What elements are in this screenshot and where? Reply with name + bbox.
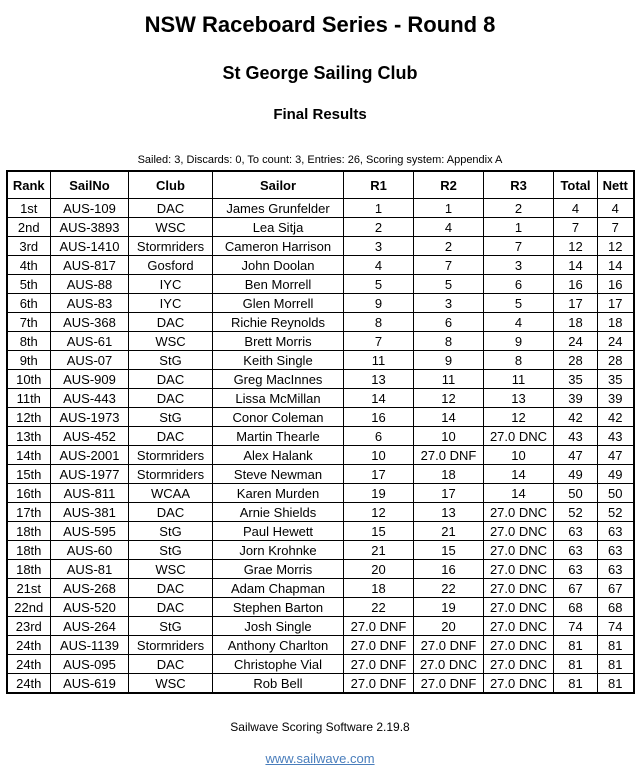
table-cell: IYC [129,294,213,313]
table-cell: 27.0 DNC [484,560,554,579]
table-cell: 20 [344,560,414,579]
table-cell: John Doolan [213,256,344,275]
table-cell: 3 [414,294,484,313]
table-cell: 39 [598,389,634,408]
table-cell: 28 [598,351,634,370]
table-cell: 27.0 DNF [414,636,484,655]
table-row [7,370,634,389]
table-cell: James Grunfelder [213,199,344,218]
table-cell: 74 [598,617,634,636]
table-cell: WSC [129,332,213,351]
table-cell: AUS-264 [51,617,129,636]
table-cell: 27.0 DNC [414,655,484,674]
table-row [7,237,634,256]
table-row [7,560,634,579]
table-cell: 63 [598,560,634,579]
table-cell: Josh Single [213,617,344,636]
table-cell: Stormriders [129,636,213,655]
table-cell: 22nd [7,598,51,617]
table-cell: AUS-61 [51,332,129,351]
table-cell: 8 [484,351,554,370]
table-cell: 9th [7,351,51,370]
results-page [0,12,640,767]
results-table [6,170,635,694]
table-cell: 9 [344,294,414,313]
table-row [7,199,634,218]
table-cell: 15th [7,465,51,484]
table-cell: StG [129,351,213,370]
table-cell: 18 [344,579,414,598]
table-cell: 63 [554,522,598,541]
table-cell: DAC [129,655,213,674]
table-cell: 27.0 DNF [414,674,484,694]
table-cell: 7 [414,256,484,275]
table-cell: 16th [7,484,51,503]
table-cell: Stephen Barton [213,598,344,617]
table-cell: 81 [598,636,634,655]
table-cell: 67 [598,579,634,598]
table-row [7,579,634,598]
table-row [7,598,634,617]
table-cell: Jorn Krohnke [213,541,344,560]
table-cell: 22 [344,598,414,617]
table-cell: 27.0 DNC [484,636,554,655]
table-cell: 24th [7,655,51,674]
table-cell: 27.0 DNC [484,541,554,560]
table-row [7,674,634,694]
results-table-header [7,171,634,199]
table-cell: Alex Halank [213,446,344,465]
table-cell: Ben Morrell [213,275,344,294]
table-cell: 27.0 DNF [344,655,414,674]
table-cell: 6 [344,427,414,446]
table-cell: 27.0 DNC [484,503,554,522]
table-cell: DAC [129,427,213,446]
table-cell: 9 [414,351,484,370]
sailwave-link[interactable]: www.sailwave.com [265,751,375,766]
table-cell: 16 [414,560,484,579]
table-cell: 8th [7,332,51,351]
table-cell: AUS-88 [51,275,129,294]
column-header-rank: Rank [7,171,51,199]
table-cell: StG [129,408,213,427]
table-row [7,522,634,541]
table-cell: 17th [7,503,51,522]
table-cell: DAC [129,199,213,218]
table-cell: Stormriders [129,446,213,465]
table-cell: 9 [484,332,554,351]
table-row [7,389,634,408]
table-cell: 81 [554,636,598,655]
table-cell: 47 [598,446,634,465]
table-cell: AUS-1973 [51,408,129,427]
table-cell: 10 [344,446,414,465]
table-cell: 81 [598,674,634,694]
table-cell: AUS-443 [51,389,129,408]
table-cell: 14 [484,465,554,484]
table-cell: 12 [414,389,484,408]
table-cell: DAC [129,370,213,389]
table-cell: 3 [484,256,554,275]
column-header-club: Club [129,171,213,199]
table-cell: Steve Newman [213,465,344,484]
table-cell: Martin Thearle [213,427,344,446]
table-cell: 12th [7,408,51,427]
table-cell: 18 [598,313,634,332]
table-cell: Grae Morris [213,560,344,579]
table-cell: DAC [129,503,213,522]
table-cell: 27.0 DNC [484,522,554,541]
table-cell: AUS-619 [51,674,129,694]
table-cell: Richie Reynolds [213,313,344,332]
table-row [7,294,634,313]
table-cell: WSC [129,560,213,579]
table-cell: 1 [344,199,414,218]
table-cell: WSC [129,674,213,694]
table-cell: 10 [414,427,484,446]
table-cell: 19 [414,598,484,617]
table-cell: 14 [484,484,554,503]
table-cell: 6 [484,275,554,294]
table-row [7,332,634,351]
table-cell: 7 [484,237,554,256]
table-cell: Lissa McMillan [213,389,344,408]
column-header-nett: Nett [598,171,634,199]
table-cell: 1st [7,199,51,218]
table-cell: 5 [344,275,414,294]
table-cell: AUS-268 [51,579,129,598]
table-cell: 13 [414,503,484,522]
table-cell: 16 [554,275,598,294]
table-cell: 7 [554,218,598,237]
table-cell: 42 [598,408,634,427]
table-cell: AUS-368 [51,313,129,332]
table-cell: 17 [598,294,634,313]
table-cell: 12 [484,408,554,427]
table-cell: 11 [344,351,414,370]
table-cell: 21st [7,579,51,598]
table-cell: 43 [554,427,598,446]
table-row [7,427,634,446]
table-cell: 27.0 DNC [484,674,554,694]
table-cell: 14 [414,408,484,427]
table-row [7,541,634,560]
table-cell: AUS-07 [51,351,129,370]
table-cell: 35 [598,370,634,389]
table-cell: 6th [7,294,51,313]
table-cell: 81 [554,655,598,674]
table-cell: 27.0 DNF [344,674,414,694]
table-cell: AUS-81 [51,560,129,579]
table-cell: AUS-2001 [51,446,129,465]
table-cell: AUS-095 [51,655,129,674]
table-cell: 5th [7,275,51,294]
table-cell: 14 [598,256,634,275]
table-cell: WSC [129,218,213,237]
table-cell: 27.0 DNC [484,427,554,446]
table-cell: AUS-83 [51,294,129,313]
table-cell: 24th [7,636,51,655]
table-cell: Lea Sitja [213,218,344,237]
table-cell: 23rd [7,617,51,636]
table-row [7,484,634,503]
table-cell: AUS-381 [51,503,129,522]
table-cell: 18 [554,313,598,332]
table-row [7,446,634,465]
table-cell: Brett Morris [213,332,344,351]
table-cell: 10 [484,446,554,465]
table-cell: 24 [598,332,634,351]
table-cell: IYC [129,275,213,294]
table-cell: DAC [129,313,213,332]
table-cell: AUS-109 [51,199,129,218]
table-cell: Adam Chapman [213,579,344,598]
link-line [0,750,640,768]
table-cell: WCAA [129,484,213,503]
table-cell: 10th [7,370,51,389]
table-cell: 11 [484,370,554,389]
table-cell: 7 [598,218,634,237]
table-row [7,617,634,636]
table-cell: Paul Hewett [213,522,344,541]
table-cell: 13 [484,389,554,408]
table-row [7,218,634,237]
table-cell: 11th [7,389,51,408]
table-cell: 4th [7,256,51,275]
table-cell: 2 [344,218,414,237]
table-cell: 52 [598,503,634,522]
column-header-r1: R1 [344,171,414,199]
table-cell: 63 [554,541,598,560]
table-cell: Keith Single [213,351,344,370]
table-cell: 13th [7,427,51,446]
table-cell: 27.0 DNF [344,636,414,655]
table-cell: 17 [554,294,598,313]
table-cell: Glen Morrell [213,294,344,313]
table-cell: Conor Coleman [213,408,344,427]
results-table-header-row [7,171,634,199]
table-cell: 4 [414,218,484,237]
table-cell: AUS-452 [51,427,129,446]
table-cell: 5 [414,275,484,294]
table-cell: 4 [484,313,554,332]
table-row [7,465,634,484]
table-cell: 4 [598,199,634,218]
table-cell: AUS-1410 [51,237,129,256]
table-cell: 18 [414,465,484,484]
table-cell: 1 [484,218,554,237]
table-cell: 2 [414,237,484,256]
table-row [7,351,634,370]
table-cell: 6 [414,313,484,332]
table-row [7,256,634,275]
table-cell: 39 [554,389,598,408]
table-cell: 27.0 DNC [484,598,554,617]
table-cell: 8 [344,313,414,332]
table-cell: 5 [484,294,554,313]
table-cell: 24th [7,674,51,694]
table-row [7,636,634,655]
table-cell: 68 [554,598,598,617]
column-header-total: Total [554,171,598,199]
table-cell: 20 [414,617,484,636]
results-subtitle: Final Results [273,106,367,123]
table-cell: DAC [129,389,213,408]
table-row [7,503,634,522]
table-cell: AUS-1977 [51,465,129,484]
table-cell: 4 [344,256,414,275]
table-cell: 16 [598,275,634,294]
table-cell: 67 [554,579,598,598]
table-cell: 2nd [7,218,51,237]
table-cell: AUS-60 [51,541,129,560]
table-cell: 27.0 DNC [484,617,554,636]
table-cell: 21 [344,541,414,560]
page-title: NSW Raceboard Series - Round 8 [144,12,496,37]
table-cell: Anthony Charlton [213,636,344,655]
table-cell: 15 [344,522,414,541]
table-cell: 17 [414,484,484,503]
table-cell: 81 [598,655,634,674]
column-header-sailor: Sailor [213,171,344,199]
table-cell: AUS-1139 [51,636,129,655]
table-cell: 19 [344,484,414,503]
table-cell: 35 [554,370,598,389]
table-cell: 16 [344,408,414,427]
table-cell: 49 [598,465,634,484]
table-cell: 81 [554,674,598,694]
venue-title: St George Sailing Club [222,63,418,83]
table-row [7,313,634,332]
table-row [7,655,634,674]
table-cell: 74 [554,617,598,636]
table-cell: Greg MacInnes [213,370,344,389]
table-cell: 12 [344,503,414,522]
column-header-sailno: SailNo [51,171,129,199]
table-cell: 3rd [7,237,51,256]
table-row [7,408,634,427]
results-table-body [7,199,634,694]
table-cell: 4 [554,199,598,218]
table-cell: StG [129,522,213,541]
table-cell: 63 [554,560,598,579]
table-cell: StG [129,617,213,636]
table-cell: 50 [554,484,598,503]
table-cell: 8 [414,332,484,351]
table-cell: 27.0 DNF [344,617,414,636]
table-cell: StG [129,541,213,560]
series-summary: Sailed: 3, Discards: 0, To count: 3, Entries: 26, Scoring system: Appendix A [137,154,503,166]
table-cell: 27.0 DNC [484,579,554,598]
table-cell: 43 [598,427,634,446]
table-cell: 14 [344,389,414,408]
table-cell: 14 [554,256,598,275]
table-cell: 63 [598,522,634,541]
table-cell: 49 [554,465,598,484]
table-cell: Stormriders [129,237,213,256]
table-cell: 22 [414,579,484,598]
table-cell: AUS-520 [51,598,129,617]
table-cell: 52 [554,503,598,522]
table-cell: 18th [7,522,51,541]
table-cell: Gosford [129,256,213,275]
table-cell: 12 [598,237,634,256]
table-cell: 27.0 DNF [414,446,484,465]
table-cell: 18th [7,560,51,579]
table-cell: Karen Murden [213,484,344,503]
table-cell: 2 [484,199,554,218]
table-cell: Stormriders [129,465,213,484]
table-cell: AUS-595 [51,522,129,541]
software-credit: Sailwave Scoring Software 2.19.8 [230,720,410,734]
table-cell: 7 [344,332,414,351]
table-cell: 7th [7,313,51,332]
table-cell: DAC [129,579,213,598]
table-cell: 1 [414,199,484,218]
footer [0,720,640,768]
table-cell: AUS-3893 [51,218,129,237]
column-header-r3: R3 [484,171,554,199]
table-cell: 47 [554,446,598,465]
table-cell: AUS-811 [51,484,129,503]
table-cell: 27.0 DNC [484,655,554,674]
table-cell: 21 [414,522,484,541]
table-cell: 68 [598,598,634,617]
table-cell: AUS-817 [51,256,129,275]
table-cell: DAC [129,598,213,617]
table-cell: 15 [414,541,484,560]
table-cell: 42 [554,408,598,427]
table-cell: 18th [7,541,51,560]
table-cell: 50 [598,484,634,503]
table-cell: 17 [344,465,414,484]
table-cell: 11 [414,370,484,389]
table-cell: 13 [344,370,414,389]
table-cell: 28 [554,351,598,370]
table-cell: 14th [7,446,51,465]
table-cell: 24 [554,332,598,351]
table-cell: Arnie Shields [213,503,344,522]
column-header-r2: R2 [414,171,484,199]
table-cell: Cameron Harrison [213,237,344,256]
table-cell: 3 [344,237,414,256]
table-cell: Christophe Vial [213,655,344,674]
table-cell: AUS-909 [51,370,129,389]
table-cell: Rob Bell [213,674,344,694]
table-cell: 12 [554,237,598,256]
table-cell: 63 [598,541,634,560]
table-row [7,275,634,294]
